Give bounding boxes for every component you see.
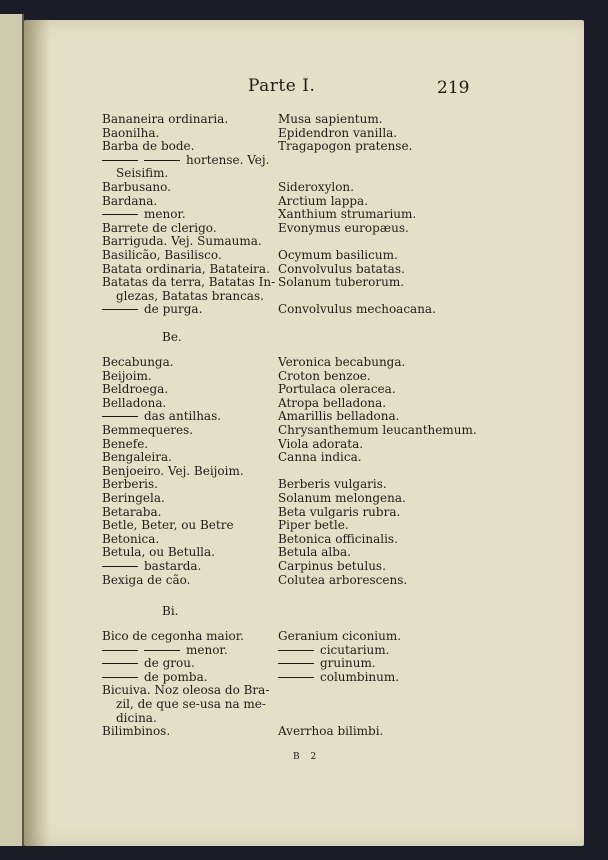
section-heading: Be.: [162, 330, 182, 344]
vernacular-name: [116, 290, 264, 304]
latin-text: Convolvulus mechoacana.: [278, 302, 436, 317]
vernacular-text: zil, de que se-usa na me-: [116, 697, 266, 711]
vernacular-name: [102, 438, 148, 452]
latin-name: [278, 438, 363, 452]
vernacular-name: [102, 671, 208, 685]
latin-name: [278, 263, 405, 277]
vernacular-text: Beringela.: [102, 491, 165, 505]
vernacular-name: [102, 546, 215, 560]
vernacular-text: Benjoeiro. Vej. Beijoim.: [102, 463, 244, 478]
latin-name: [278, 671, 399, 685]
latin-text: Veronica becabunga.: [278, 355, 406, 369]
vernacular-text: Bicuiva. Noz oleosa do Bra-: [102, 683, 270, 698]
vernacular-text: Belladona.: [102, 395, 167, 410]
latin-name: [278, 533, 398, 547]
ditto-dash: [102, 160, 138, 161]
latin-text: Xanthium strumarium.: [278, 207, 417, 222]
vernacular-name: [116, 698, 266, 712]
vernacular-name: [102, 533, 159, 547]
vernacular-name: [102, 383, 168, 397]
vernacular-name: [102, 249, 222, 263]
latin-name: [278, 546, 351, 560]
ditto-dash: [102, 677, 138, 678]
vernacular-text: Berberis.: [102, 477, 158, 492]
vernacular-text: Betula, ou Betulla.: [102, 545, 215, 560]
latin-text: Croton benzoe.: [278, 368, 371, 383]
vernacular-text: Seisifim.: [116, 166, 169, 181]
vernacular-text: Bardana.: [102, 193, 158, 208]
vernacular-text: Barba de bode.: [102, 139, 195, 154]
latin-text: Amarillis belladona.: [278, 409, 400, 424]
vernacular-text: Becabunga.: [102, 355, 174, 369]
vernacular-name: [102, 303, 202, 317]
vernacular-text: Basilicão, Basilisco.: [102, 248, 222, 262]
vernacular-text: das antilhas.: [144, 409, 222, 424]
latin-name: [278, 113, 383, 127]
latin-text: cicutarium.: [320, 642, 390, 657]
vernacular-text: menor.: [186, 642, 228, 657]
vernacular-name: [102, 140, 194, 154]
latin-text: Epidendron vanilla.: [278, 125, 398, 140]
vernacular-name: [102, 181, 171, 195]
latin-name: [278, 208, 416, 222]
latin-name: [278, 383, 396, 397]
vernacular-name: [102, 574, 190, 588]
ditto-dash: [278, 677, 314, 678]
signature-mark: B 2: [293, 752, 321, 762]
vernacular-text: menor.: [144, 207, 186, 222]
ditto-dash: [102, 214, 138, 215]
latin-text: Ocymum basilicum.: [278, 248, 398, 262]
vernacular-name: [102, 410, 221, 424]
latin-text: Arctium lappa.: [278, 193, 369, 208]
vernacular-text: Bananeira ordinaria.: [102, 112, 229, 126]
vernacular-text: bastarda.: [144, 559, 202, 573]
vernacular-text: hortense. Vej.: [186, 152, 270, 167]
latin-name: [278, 574, 407, 588]
vernacular-name: [102, 356, 174, 370]
vernacular-name: [102, 478, 158, 492]
latin-name: [278, 492, 406, 506]
ditto-dash: [102, 663, 138, 664]
vernacular-name: [116, 167, 168, 181]
running-header: [0, 76, 608, 100]
latin-name: [278, 195, 368, 209]
latin-text: Averrhoa bilimbi.: [278, 724, 384, 739]
ditto-dash: [278, 663, 314, 664]
vernacular-text: Barbusano.: [102, 180, 171, 194]
vernacular-name: [102, 397, 166, 411]
vernacular-name: [102, 684, 269, 698]
vernacular-text: de pomba.: [144, 669, 208, 684]
vernacular-name: [102, 370, 152, 384]
ditto-dash: [102, 566, 138, 567]
ditto-dash: [102, 309, 138, 310]
latin-text: Portulaca oleracea.: [278, 382, 396, 397]
vernacular-name: [102, 208, 186, 222]
section-heading: Bi.: [162, 604, 179, 618]
latin-text: Solanum melongena.: [278, 491, 406, 505]
latin-name: [278, 370, 371, 384]
ditto-dash: [102, 416, 138, 417]
latin-text: Atropa belladona.: [278, 395, 387, 410]
vernacular-name: [102, 465, 244, 479]
running-title: Parte I.: [248, 76, 316, 96]
vernacular-name: [102, 519, 234, 533]
latin-text: Betonica officinalis.: [278, 531, 398, 546]
vernacular-text: Barriguda. Vej. Sumauma.: [102, 234, 262, 249]
vernacular-name: [102, 235, 262, 249]
ditto-dash: [102, 650, 138, 651]
vernacular-text: Betle, Beter, ou Betre: [102, 518, 234, 533]
vernacular-name: [102, 492, 165, 506]
vernacular-name: [102, 276, 275, 290]
vernacular-text: Barrete de clerigo.: [102, 220, 217, 235]
latin-text: Viola adorata.: [278, 436, 364, 451]
vernacular-name: [102, 630, 244, 644]
vernacular-name: [102, 263, 270, 277]
latin-text: Betula alba.: [278, 545, 351, 560]
latin-name: [278, 506, 400, 520]
latin-text: Geranium ciconium.: [278, 629, 402, 643]
latin-name: [278, 451, 362, 465]
vernacular-name: [102, 506, 161, 520]
vernacular-text: Baonilha.: [102, 125, 160, 140]
page-gutter-shadow: [24, 20, 50, 846]
latin-text: Piper betle.: [278, 518, 349, 533]
ditto-dash: [144, 160, 180, 161]
vernacular-name: [102, 154, 269, 168]
latin-name: [278, 519, 349, 533]
latin-text: Musa sapientum.: [278, 112, 383, 126]
vernacular-name: [116, 712, 157, 726]
latin-name: [278, 424, 477, 438]
vernacular-text: Batata ordinaria, Batateira.: [102, 261, 270, 276]
vernacular-name: [102, 560, 201, 574]
latin-name: [278, 410, 399, 424]
latin-name: [278, 276, 404, 290]
vernacular-text: Bexiga de cão.: [102, 572, 191, 587]
vernacular-text: Benefe.: [102, 436, 149, 451]
latin-text: Evonymus europæus.: [278, 220, 409, 235]
latin-name: [278, 249, 398, 263]
latin-name: [278, 127, 397, 141]
vernacular-text: glezas, Batatas brancas.: [116, 288, 264, 303]
latin-text: Sideroxylon.: [278, 180, 354, 194]
latin-name: [278, 657, 376, 671]
latin-name: [278, 140, 412, 154]
vernacular-text: Beldroega.: [102, 382, 169, 397]
latin-text: columbinum.: [320, 669, 400, 684]
vernacular-text: Betonica.: [102, 531, 160, 546]
latin-text: Chrysanthemum leucanthemum.: [278, 423, 477, 437]
vernacular-text: Bico de cegonha maior.: [102, 629, 244, 643]
latin-text: Canna indica.: [278, 450, 362, 465]
vernacular-text: de purga.: [144, 302, 203, 317]
latin-name: [278, 397, 386, 411]
latin-name: [278, 725, 383, 739]
vernacular-name: [102, 222, 217, 236]
latin-name: [278, 478, 387, 492]
latin-text: Berberis vulgaris.: [278, 477, 387, 492]
latin-name: [278, 303, 436, 317]
vernacular-text: Betaraba.: [102, 504, 162, 519]
vernacular-name: [102, 725, 170, 739]
vernacular-name: [102, 644, 228, 658]
vernacular-text: Beijoim.: [102, 368, 152, 383]
vernacular-name: [102, 113, 228, 127]
latin-name: [278, 560, 386, 574]
vernacular-text: Bengaleira.: [102, 450, 172, 465]
vernacular-text: Bemmequeres.: [102, 423, 194, 437]
vernacular-name: [102, 195, 157, 209]
latin-text: Carpinus betulus.: [278, 559, 386, 573]
vernacular-name: [102, 424, 193, 438]
vernacular-text: dicina.: [116, 710, 157, 725]
vernacular-name: [102, 657, 195, 671]
latin-text: gruinum.: [320, 656, 376, 671]
latin-text: Colutea arborescens.: [278, 572, 408, 587]
vernacular-text: Batatas da terra, Batatas In-: [102, 275, 276, 290]
latin-name: [278, 356, 405, 370]
vernacular-name: [102, 127, 159, 141]
ditto-dash: [144, 650, 180, 651]
vernacular-text: de grou.: [144, 656, 195, 671]
latin-name: [278, 630, 401, 644]
facing-page-edge: [0, 14, 24, 846]
vernacular-name: [102, 451, 172, 465]
latin-text: Solanum tuberorum.: [278, 275, 405, 290]
latin-name: [278, 222, 409, 236]
page-number: 219: [437, 78, 470, 98]
latin-text: Convolvulus batatas.: [278, 261, 405, 276]
latin-text: Beta vulgaris rubra.: [278, 504, 401, 519]
ditto-dash: [278, 650, 314, 651]
latin-name: [278, 644, 389, 658]
latin-text: Tragapogon pratense.: [278, 139, 413, 154]
latin-name: [278, 181, 354, 195]
vernacular-text: Bilimbinos.: [102, 724, 171, 739]
